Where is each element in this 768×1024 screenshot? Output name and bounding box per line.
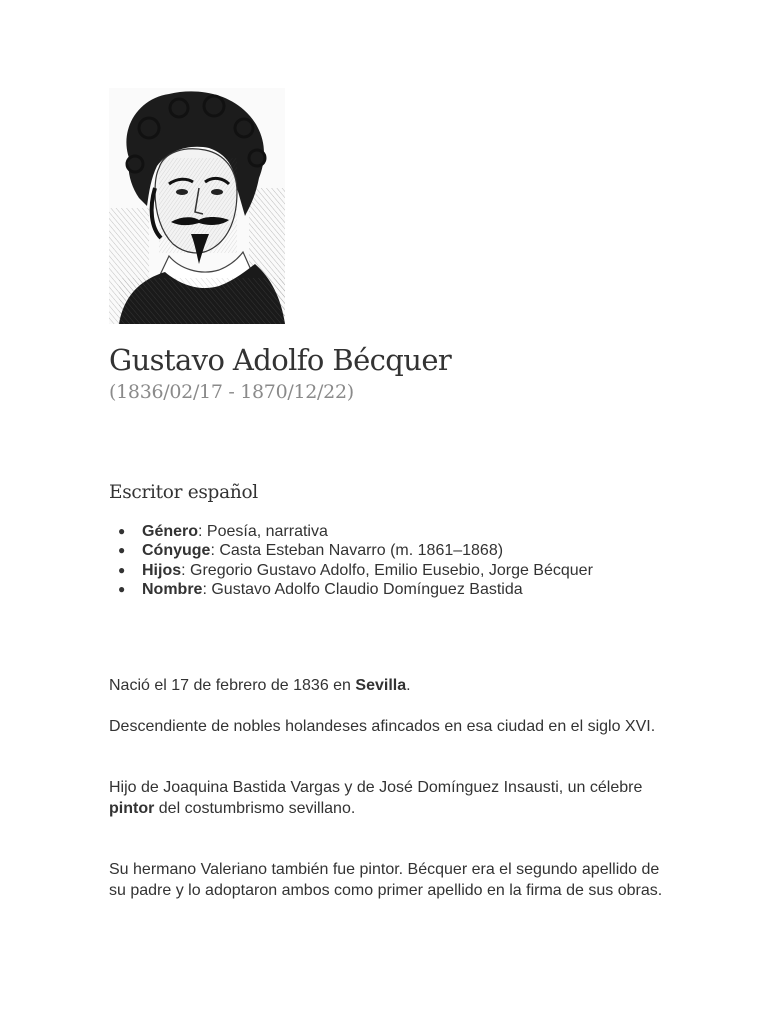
fact-conyuge — [109, 541, 593, 560]
facts-list — [109, 522, 593, 599]
section-heading: Escritor español — [109, 482, 258, 503]
paragraph-parents — [109, 778, 669, 819]
page-title: Gustavo Adolfo Bécquer — [109, 343, 452, 377]
bullet-icon: ● — [118, 581, 126, 596]
life-dates: (1836/02/17 - 1870/12/22) — [109, 381, 354, 403]
fact-value: : Gustavo Adolfo Claudio Domínguez Bastida — [202, 580, 523, 598]
paragraph-brother: Su hermano Valeriano también fue pintor. Bécquer era el segundo apellido de su padre y lo adoptaron ambos como primer apellido en la firma de sus obras. — [109, 861, 663, 899]
bullet-icon: ● — [118, 543, 126, 558]
paragraph-text: Nació el 17 de febrero de 1836 en — [109, 677, 356, 694]
fact-label: Cónyuge — [142, 542, 211, 560]
fact-hijos — [109, 561, 593, 580]
paragraph-text: del costumbrismo sevillano. — [154, 799, 356, 817]
fact-value: : Poesía, narrativa — [198, 523, 328, 540]
bullet-icon: ● — [118, 524, 126, 538]
paragraph-birth — [109, 676, 669, 697]
paragraph-bold: pintor — [109, 799, 155, 817]
fact-label: Nombre — [142, 580, 203, 598]
fact-genero — [109, 522, 593, 541]
portrait-image — [109, 88, 285, 324]
bullet-icon: ● — [118, 562, 126, 577]
fact-nombre — [109, 580, 593, 599]
fact-value: : Casta Esteban Navarro (m. 1861–1868) — [210, 542, 504, 560]
paragraph-bold: Sevilla — [355, 677, 407, 694]
fact-value: : Gregorio Gustavo Adolfo, Emilio Eusebio, Jorge Bécquer — [181, 561, 593, 579]
paragraph-ancestry: Descendiente de nobles holandeses afincados en esa ciudad en el siglo XVI. — [109, 718, 656, 735]
fact-label: Hijos — [142, 561, 182, 579]
fact-label: Género — [142, 523, 199, 540]
paragraph-text: . — [406, 677, 411, 694]
paragraph-text: Hijo de Joaquina Bastida Vargas y de José Domínguez Insausti, un célebre — [109, 779, 643, 796]
